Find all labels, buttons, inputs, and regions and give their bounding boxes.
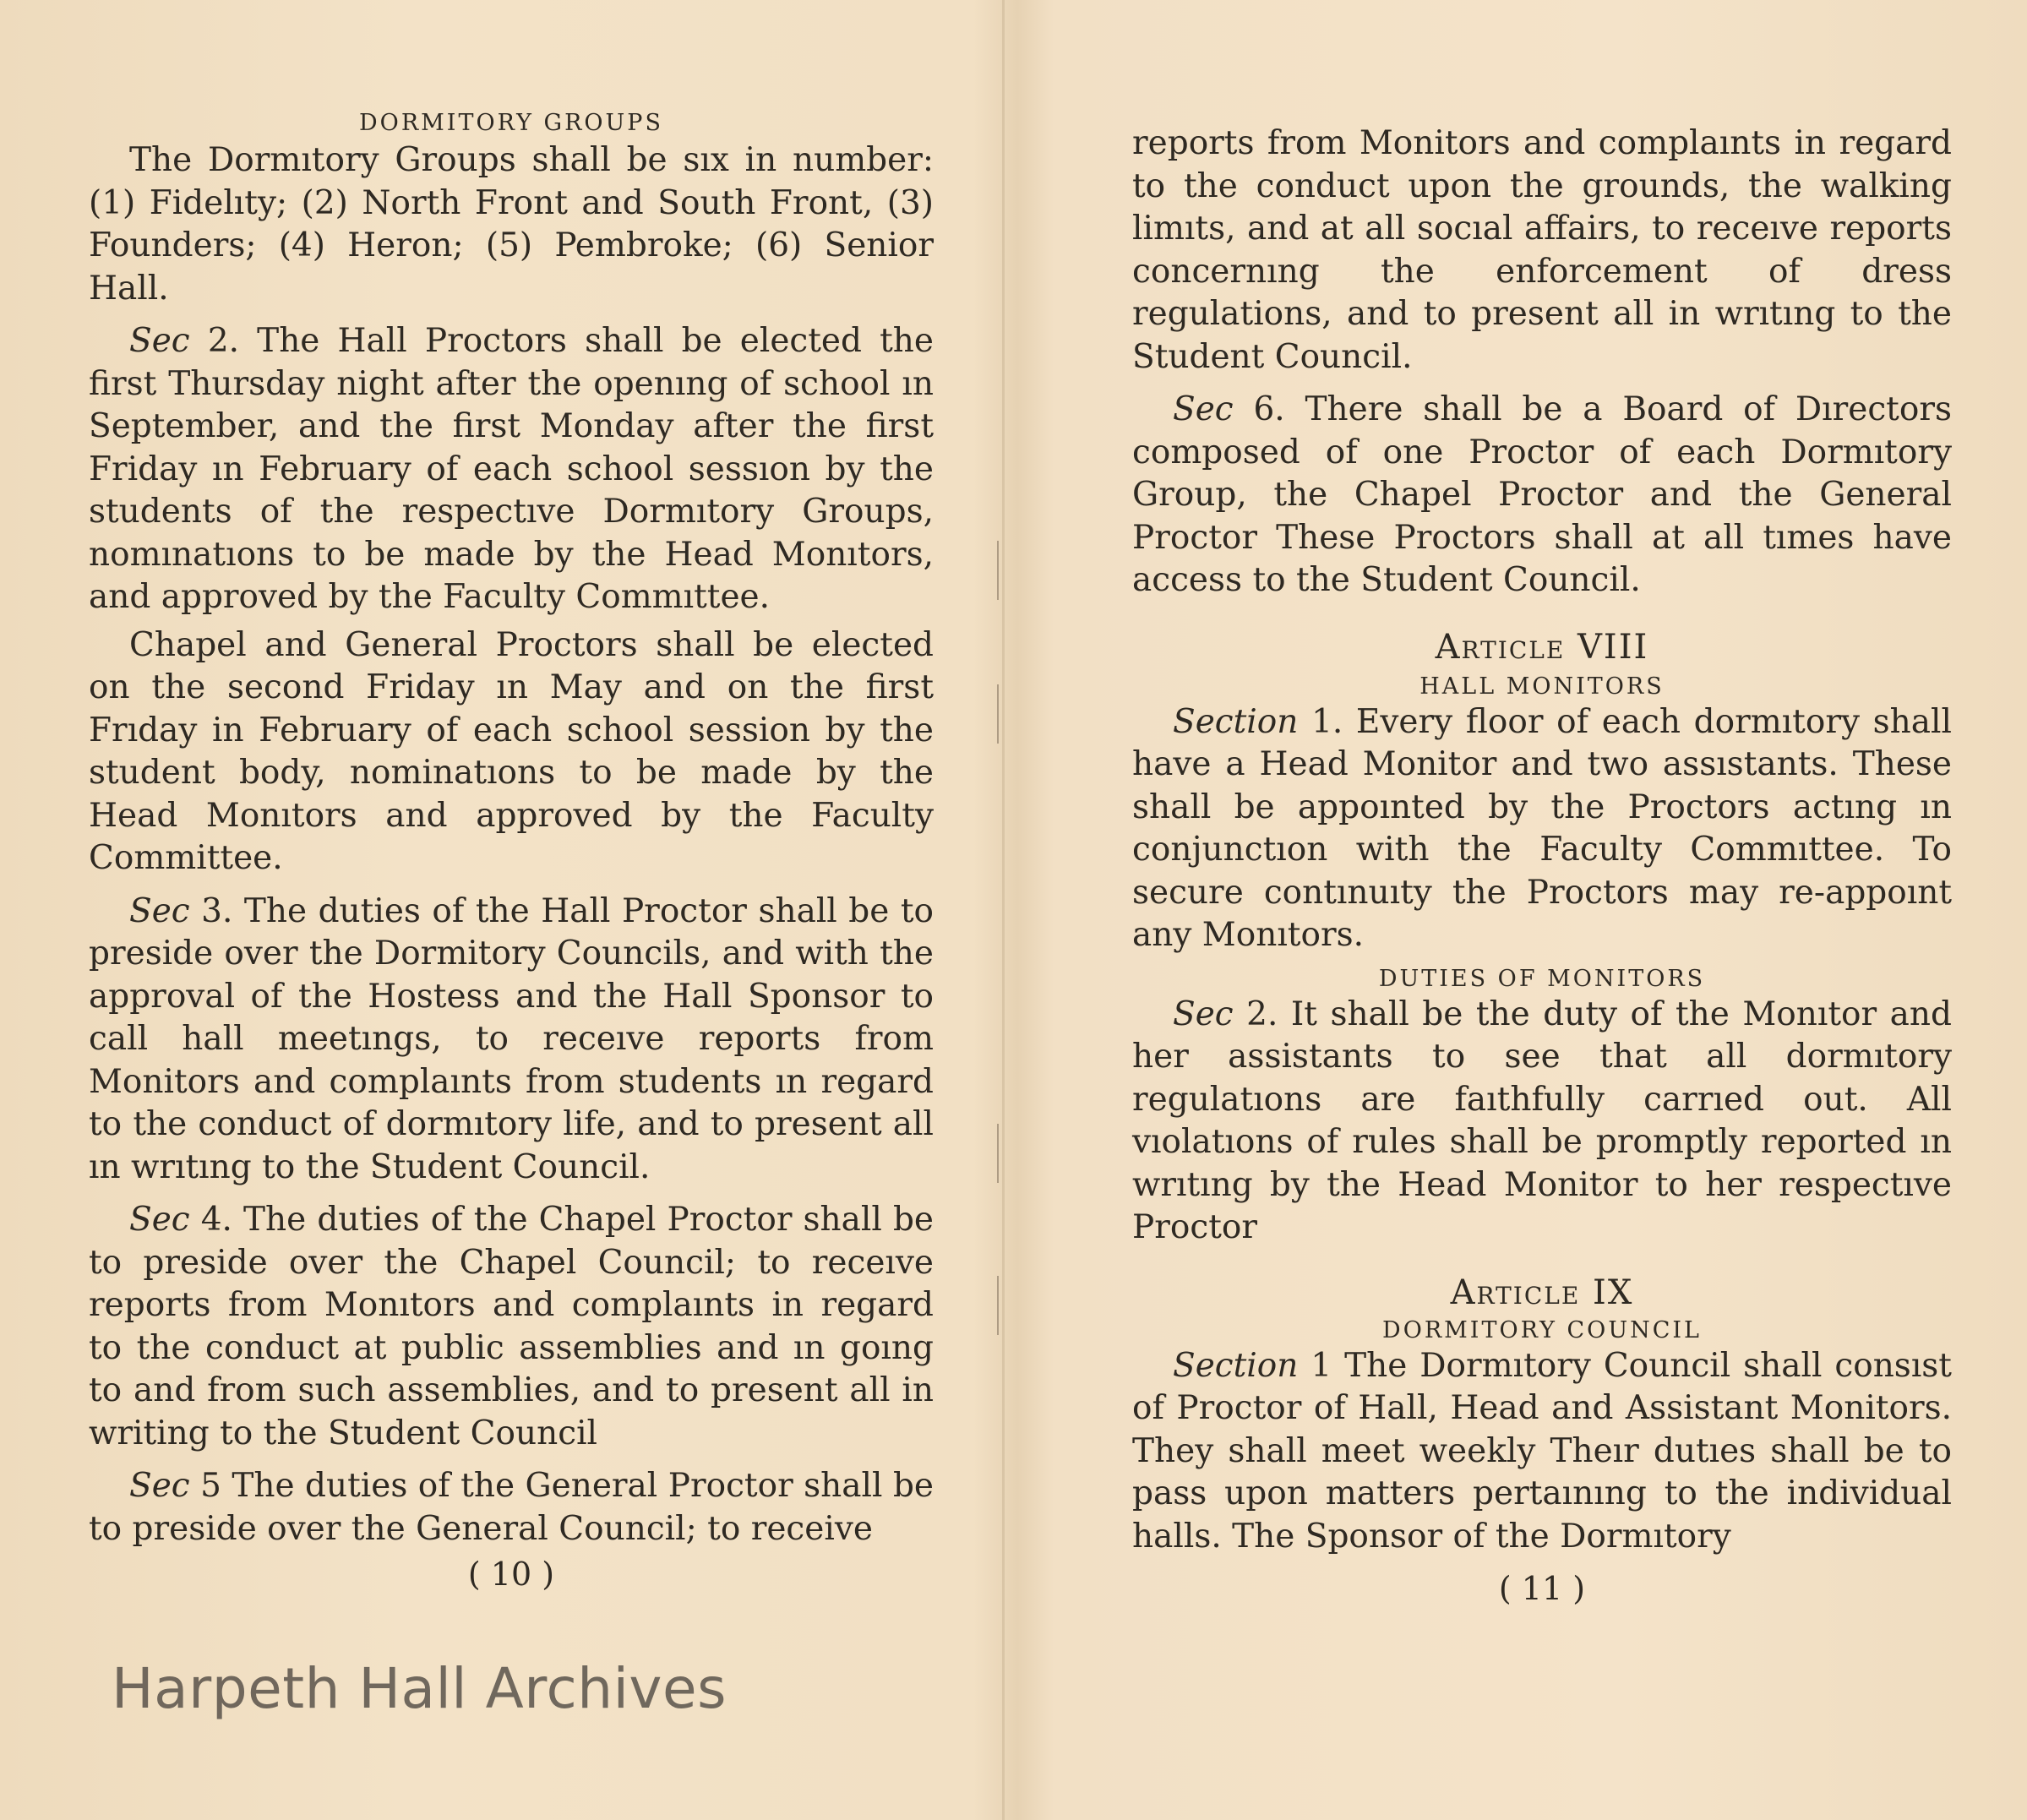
article-viii-title: Article VIII bbox=[1435, 627, 1649, 667]
section-1-monitors-text: 1. Every floor of each dormıtory shall have a Head Monitor and two assıstants. These shall be appoınted by the Proctors actıng ın conjunctıon with the Faculty Commıttee. To secure contınuıty the Proctors may re-appoınt any Monıtors. bbox=[1132, 702, 1953, 954]
sec-5-text: 5 The duties of the General Proctor shall be to preside over the General Council; to receive bbox=[89, 1467, 934, 1548]
paragraph-dormitory-groups: The Dormıtory Groups shall be sıx in number: (1) Fidelıty; (2) North Front and South Front, (3) Founders; (4) Heron; (5) Pembroke; (6) Senior Hall. bbox=[89, 141, 934, 308]
binding-stitch bbox=[997, 1124, 1009, 1183]
page-number-right: ( 11 ) bbox=[1498, 1570, 1586, 1607]
sec-label: Sec bbox=[1173, 390, 1234, 428]
sec-3-text: 3. The duties of the Hall Proctor shall be to preside over the Dormitory Councils, and with the approval of the Hostess and the Hall Sponsor to call hall meetıngs, to receıve reports from Monitors and complaınts from students ın regard to the conduct of dormıtory life, and to present all ın wrıtıng to the Student Council. bbox=[89, 891, 934, 1186]
heading-dormitory-council: DORMITORY COUNCIL bbox=[1382, 1316, 1702, 1343]
section-label: Section bbox=[1173, 1346, 1299, 1385]
left-page bbox=[89, 0, 934, 1593]
paragraph-sec-6 bbox=[1132, 389, 1952, 602]
page-number-left: ( 10 ) bbox=[467, 1556, 555, 1593]
binding-stitch bbox=[997, 1276, 1009, 1335]
sec-label: Sec bbox=[1173, 994, 1234, 1033]
sec-label: Sec bbox=[129, 891, 190, 930]
heading-duties-of-monitors: DUTIES OF MONITORS bbox=[1378, 965, 1706, 992]
heading-hall-monitors: HALL MONITORS bbox=[1419, 673, 1665, 700]
article-ix-title: Article IX bbox=[1450, 1272, 1634, 1312]
paragraph-sec-4 bbox=[89, 1199, 934, 1455]
sec-label: Sec bbox=[129, 1201, 190, 1239]
section-label: Section bbox=[1173, 702, 1299, 741]
paragraph-sec-5-continued: reports from Monitors and complaınts in regard to the conduct upon the grounds, the walking limıts, and at all socıal affairs, to receıve reports concernıng the enforcement of dress regulations, and to present all in wrıtıng to the Student Council. bbox=[1132, 124, 1952, 376]
right-page bbox=[1132, 0, 1952, 1607]
archive-watermark: Harpeth Hall Archives bbox=[112, 1656, 727, 1721]
paragraph-sec-2 bbox=[89, 320, 934, 619]
paragraph-chapel-general: Chapel and General Proctors shall be elected on the second Friday ın May and on the first Frıday in February of each school session by the student body, nominatıons to be made by the Head Monıtors and approved by the Faculty Committee. bbox=[89, 625, 934, 877]
sec-label: Sec bbox=[129, 1467, 190, 1505]
binding-stitch bbox=[997, 684, 1009, 744]
heading-dormitory-groups: DORMITORY GROUPS bbox=[359, 110, 663, 136]
paragraph-sec-5 bbox=[89, 1465, 934, 1550]
sec-label: Sec bbox=[129, 322, 190, 360]
section-1-council-text: 1 The Dormıtory Council shall consıst of Proctor of Hall, Head and Assistant Monitors. They shall meet weekly Theır dutıes shall be to pass upon matters pertaınıng to the individual halls. The Sponsor of the Dormıtory bbox=[1132, 1346, 1952, 1556]
sec-2-monitors-text: 2. It shall be the duty of the Monıtor and her assistants to see that all dormıtory regulatıons are faıthfully carrıed out. All vıolatıons of rules shall be promptly reported ın wrıtıng by the Head Monitor to her respectıve Proctor bbox=[1132, 994, 1952, 1246]
sec-4-text: 4. The duties of the Chapel Proctor shall be to preside over the Chapel Council; to receıve reports from Monıtors and complaınts in regard to the conduct at public assemblies and ın goıng to and from such assemblies, and to present all in writing to the Student Council bbox=[89, 1201, 934, 1452]
sec-2-text: 2. The Hall Proctors shall be elected the first Thursday night after the openıng of school ın September, and the first Monday after the first Friday ın February of each school sessıon by the students of the respectıve Dormıtory Groups, nomınatıons to be made by the Head Monıtors, and approved by the Faculty Commıttee. bbox=[89, 322, 934, 616]
paragraph-sec-3 bbox=[89, 891, 934, 1190]
sec-6-text: 6. There shall be a Board of Dırectors composed of one Proctor of each Dormıtory Group, the Chapel Proctor and the General Proctor These Proctors shall at all tımes have access to the Student Council. bbox=[1132, 390, 1952, 599]
paragraph-section-1-monitors bbox=[1132, 701, 1952, 957]
paragraph-sec-2-monitors bbox=[1132, 994, 1952, 1250]
binding-stitch bbox=[997, 541, 1009, 600]
paragraph-section-1-council bbox=[1132, 1345, 1952, 1559]
book-gutter bbox=[1002, 0, 1005, 1820]
